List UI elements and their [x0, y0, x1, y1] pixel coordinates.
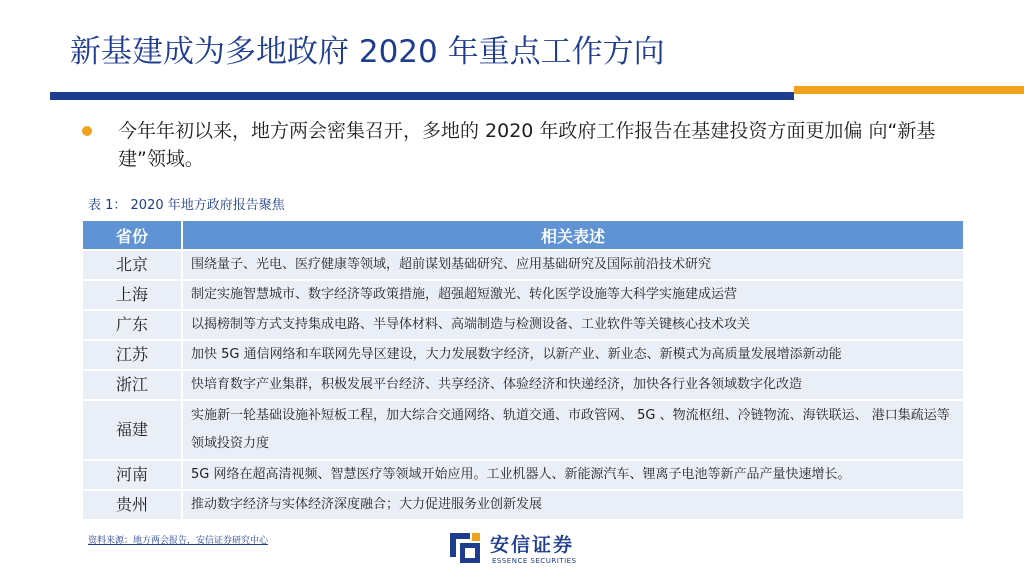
title-underline-blue: [50, 92, 794, 100]
province-cell: 广东: [82, 310, 182, 340]
table-row: [82, 310, 964, 340]
bullet-text: 今年年初以来，地方两会密集召开，多地的 2020 年政府工作报告在基建投资方面更加偏 向“新基建”领域。: [118, 120, 936, 170]
table-row: [82, 340, 964, 370]
statement-cell: 快培育数字产业集群，积极发展平台经济、共享经济、体验经济和快递经济，加快各行业各领域数字化改造: [182, 370, 964, 400]
statement-cell: 制定实施智慧城市、数字经济等政策措施，超强超短激光、转化医学设施等大科学实施建成运营: [182, 280, 964, 310]
focus-table: [81, 219, 965, 521]
table-row: [82, 250, 964, 280]
bullet-dot-icon: [82, 126, 92, 136]
province-cell: 河南: [82, 460, 182, 490]
province-cell: 贵州: [82, 490, 182, 520]
table-row: [82, 460, 964, 490]
table-row: [82, 400, 964, 460]
slide-title: 新基建成为多地政府 2020 年重点工作方向: [70, 34, 665, 70]
table-header-row: [82, 220, 964, 250]
statement-cell: 实施新一轮基础设施补短板工程，加大综合交通网络、轨道交通、市政管网、 5G 、物流枢纽、冷链物流、海铁联运、 港口集疏运等领域投资力度: [182, 400, 964, 460]
header-statement: 相关表述: [182, 220, 964, 250]
statement-cell: 以揭榜制等方式支持集成电路、半导体材料、高端制造与检测设备、工业软件等关键核心技术攻关: [182, 310, 964, 340]
company-logo: [448, 528, 588, 572]
statement-cell: 推动数字经济与实体经济深度融合；大力促进服务业创新发展: [182, 490, 964, 520]
statement-cell: 加快 5G 通信网络和车联网先导区建设，大力发展数字经济，以新产业、新业态、新模式为高质量发展增添新动能: [182, 340, 964, 370]
logo-name-cn: 安信证券: [490, 534, 575, 556]
table-caption: 表 1： 2020 年地方政府报告聚焦: [88, 198, 285, 213]
table-row: [82, 280, 964, 310]
statement-cell: 围绕量子、光电、医疗健康等领域，超前谋划基础研究、应用基础研究及国际前沿技术研究: [182, 250, 964, 280]
title-underline-orange: [794, 86, 1024, 94]
source-note: 资料来源：地方两会报告，安信证券研究中心: [88, 536, 269, 546]
province-cell: 北京: [82, 250, 182, 280]
province-cell: 浙江: [82, 370, 182, 400]
table-row: [82, 370, 964, 400]
statement-cell: 5G 网络在超高清视频、智慧医疗等领域开始应用。工业机器人、新能源汽车、锂离子电池等新产品产量快速增长。: [182, 460, 964, 490]
province-cell: 上海: [82, 280, 182, 310]
table-row: [82, 490, 964, 520]
logo-name-en: ESSENCE SECURITIES: [492, 557, 577, 565]
province-cell: 江苏: [82, 340, 182, 370]
header-province: 省份: [82, 220, 182, 250]
essence-logo-icon: [448, 531, 482, 565]
province-cell: 福建: [82, 400, 182, 460]
